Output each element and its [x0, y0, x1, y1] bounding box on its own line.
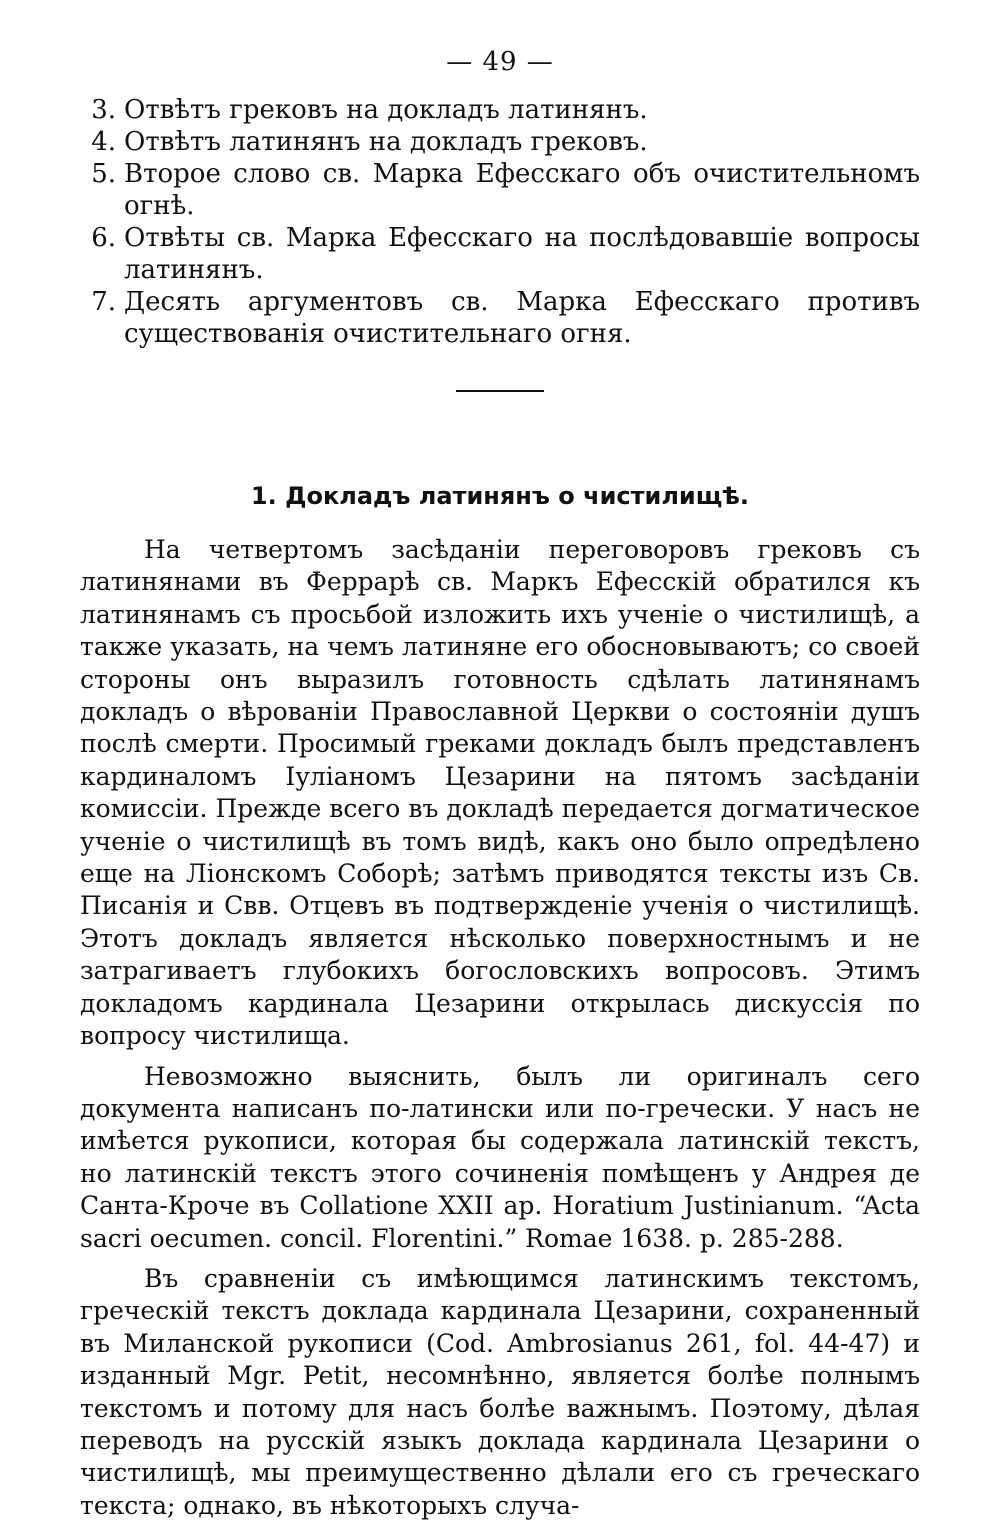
list-item-text: Отвѣты св. Марка Ефесскаго на послѣдовавшіе вопросы латинянъ. — [124, 223, 920, 285]
section-divider — [456, 390, 544, 392]
body-text — [80, 534, 920, 1522]
list-item — [80, 286, 920, 350]
list-item-number: 5. — [91, 159, 116, 189]
list-item-text: Отвѣтъ грековъ на докладъ латинянъ. — [124, 95, 648, 125]
list-item-number: 7. — [91, 287, 116, 317]
list-item-text: Десять аргументовъ св. Марка Ефесскаго противъ существованія очистительнаго огня. — [124, 287, 920, 349]
contents-list — [80, 94, 920, 350]
list-item — [80, 222, 920, 286]
list-item — [80, 94, 920, 126]
list-item-number: 6. — [91, 223, 116, 253]
list-item-text: Второе слово св. Марка Ефесскаго объ очистительномъ огнѣ. — [124, 159, 920, 221]
paragraph: Невозможно выяснить, былъ ли оригиналъ сего документа написанъ по-латински или по-гречески. У насъ не имѣется рукописи, которая бы содержала латинскій текстъ, но латинскій текстъ этого сочиненія помѣщенъ у Андрея де Санта-Кроче въ Collatione XXII ap. Horatium Justinianum. “Acta sacri oecumen. concil. Florentini.” Romae 1638. p. 285-288. — [80, 1061, 920, 1253]
paragraph: На четвертомъ засѣданіи переговоровъ грековъ съ латинянами въ Феррарѣ св. Маркъ Ефесскій обратился къ латинянамъ съ просьбой изложить ихъ ученіе о чистилищѣ, а также указать, на чемъ латиняне его обосновываютъ; со своей стороны онъ выразилъ готовность сдѣлать латинянамъ докладъ о вѣрованіи Православной Церкви о состояніи душъ послѣ смерти. Просимый греками докладъ былъ представленъ кардиналомъ Іуліаномъ Цезарини на пятомъ засѣданіи комиссіи. Прежде всего въ докладѣ передается догматическое ученіе о чистилищѣ въ томъ видѣ, какъ оно было опредѣлено еще на Ліонскомъ Соборѣ; затѣмъ приводятся тексты изъ Св. Писанія и Свв. Отцевъ въ подтвержденіе ученія о чистилищѣ. Этотъ докладъ является нѣсколько поверхностнымъ и не затрагиваетъ глубокихъ богословскихъ вопросовъ. Этимъ докладомъ кардинала Цезарини открылась дискуссія по вопросу чистилища. — [80, 535, 920, 1051]
list-item-number: 4. — [91, 127, 116, 157]
list-item-number: 3. — [91, 95, 116, 125]
section-heading: 1. Докладъ латинянъ о чистилищѣ. — [250, 482, 750, 510]
list-item-text: Отвѣтъ латинянъ на докладъ грековъ. — [124, 127, 648, 157]
list-item — [80, 158, 920, 222]
paragraph: Въ сравненіи съ имѣющимся латинскимъ текстомъ, греческій текстъ доклада кардинала Цезарини, сохраненный въ Миланской рукописи (Cod. Ambrosianus 261, fol. 44-47) и изданный Mgr. Petit, несомнѣнно, является болѣе полнымъ текстомъ и потому для насъ болѣе важнымъ. Поэтому, дѣлая переводъ на русскій языкъ доклада кардинала Цезарини о чистилищѣ, мы преимущественно дѣлали его съ греческаго текста; однако, въ нѣкоторыхъ случа- — [80, 1263, 920, 1520]
list-item — [80, 126, 920, 158]
page-number: — 49 — — [446, 47, 554, 77]
